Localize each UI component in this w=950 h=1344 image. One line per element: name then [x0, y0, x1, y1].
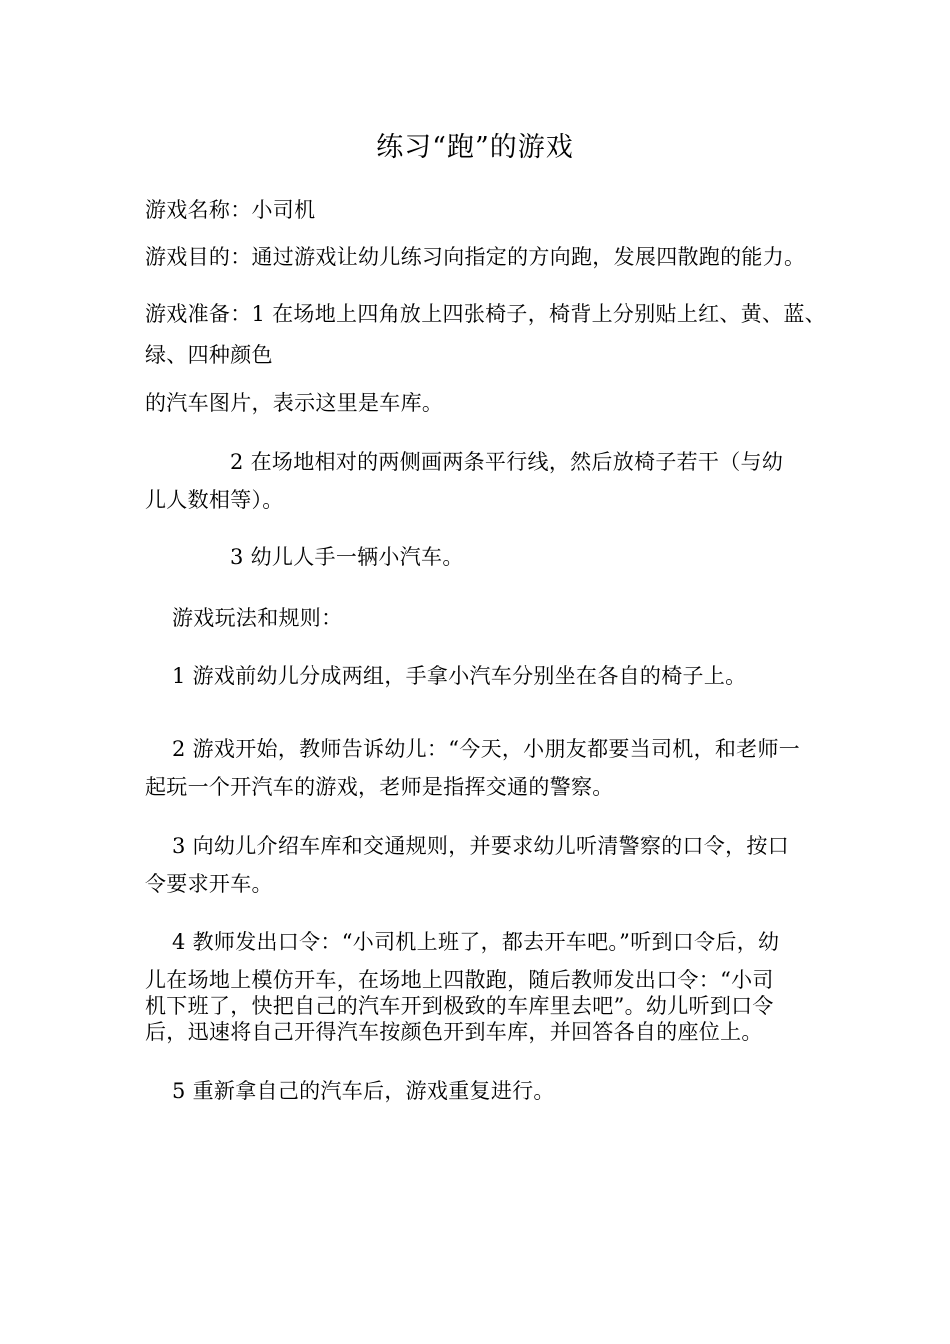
prep-item-2-line-1: 2 在场地相对的两侧画两条平行线，然后放椅子若干（与幼	[230, 450, 784, 474]
prep-item-2-line-2: 儿人数相等）。	[145, 488, 284, 512]
prep-line-2: 绿、四种颜色	[145, 343, 273, 367]
document-title: 练习“跑”的游戏	[376, 132, 574, 163]
rule-4-line-4: 后，迅速将自己开得汽车按颜色开到车库，并回答各自的座位上。	[145, 1020, 763, 1044]
prep-line-1: 游戏准备：1 在场地上四角放上四张椅子，椅背上分别贴上红、黄、蓝、	[145, 302, 826, 326]
prep-line-3: 的汽车图片，表示这里是车库。	[145, 391, 444, 415]
rule-4-line-1: 4 教师发出口令：“小司机上班了，都去开车吧。”听到口令后，幼	[172, 930, 780, 954]
rule-3-line-1: 3 向幼儿介绍车库和交通规则，并要求幼儿听清警察的口令，按口	[172, 834, 790, 858]
rule-4-line-3: 机下班了，快把自己的汽车开到极致的车库里去吧”。幼儿听到口令	[145, 994, 774, 1018]
rule-2-line-1: 2 游戏开始，教师告诉幼儿：“今天，小朋友都要当司机，和老师一	[172, 737, 801, 761]
rules-heading: 游戏玩法和规则：	[172, 606, 343, 630]
rule-2-line-2: 起玩一个开汽车的游戏，老师是指挥交通的警察。	[145, 775, 614, 799]
rule-5: 5 重新拿自己的汽车后，游戏重复进行。	[172, 1079, 555, 1103]
rule-3-line-2: 令要求开车。	[145, 872, 273, 896]
game-name-line: 游戏名称：小司机	[145, 198, 316, 222]
game-goal-line: 游戏目的：通过游戏让幼儿练习向指定的方向跑，发展四散跑的能力。	[145, 245, 806, 269]
rule-4-line-2: 儿在场地上模仿开车，在场地上四散跑，随后教师发出口令：“小司	[145, 968, 774, 992]
rule-1: 1 游戏前幼儿分成两组，手拿小汽车分别坐在各自的椅子上。	[172, 664, 747, 688]
prep-item-3: 3 幼儿人手一辆小汽车。	[230, 545, 464, 569]
